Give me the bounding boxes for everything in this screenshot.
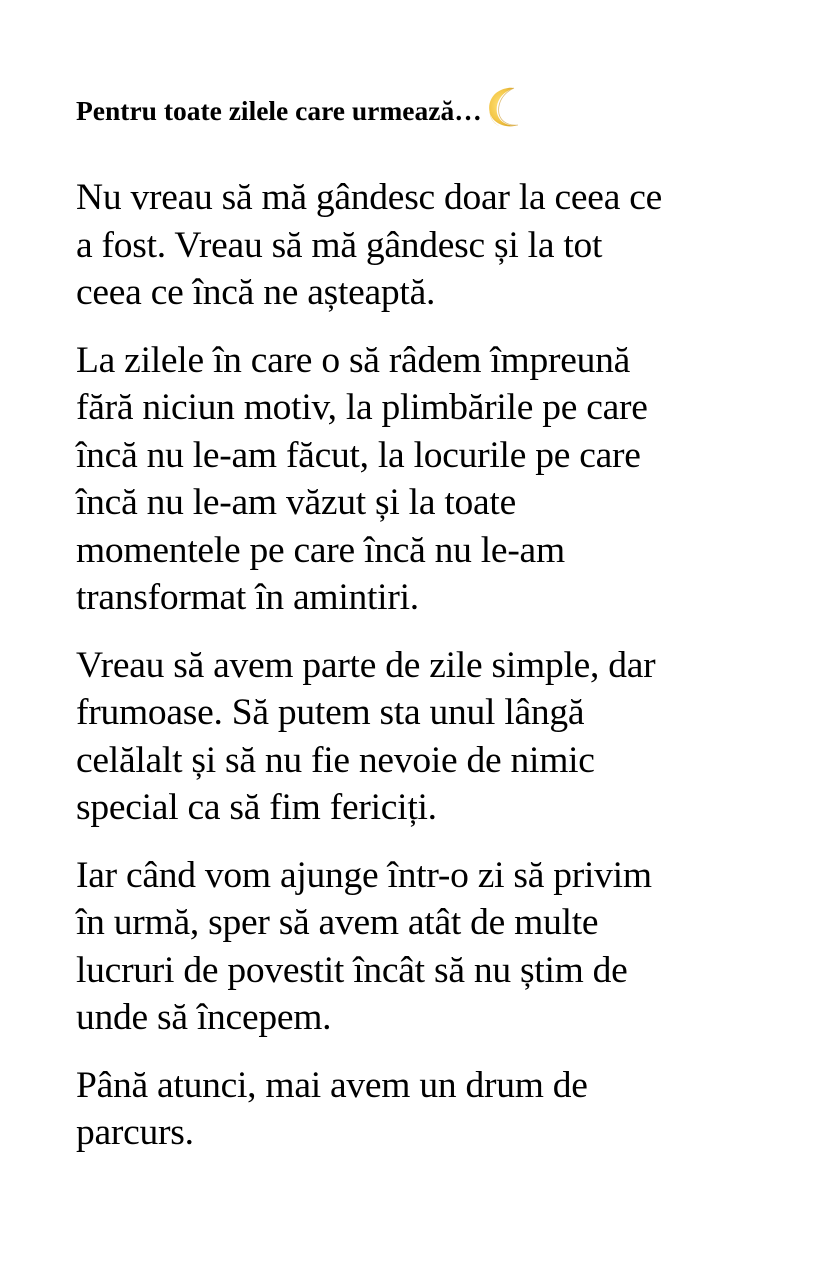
paragraph-3 — [76, 642, 776, 832]
paragraph-line: Iar când vom ajunge într-o zi să privim — [76, 854, 652, 896]
document-title — [76, 84, 776, 140]
paragraph-4 — [76, 852, 776, 1042]
paragraph-line: frumoase. Să putem sta unul lângă — [76, 692, 585, 733]
paragraph-line: fără niciun motiv, la plimbările pe care — [76, 387, 648, 428]
paragraph-line: încă nu le-am văzut și la toate — [76, 482, 516, 523]
paragraph-1 — [76, 174, 776, 317]
paragraph-line: Nu vreau să mă gândesc doar la ceea ce — [76, 177, 662, 218]
paragraph-line: special ca să fim fericiți. — [76, 787, 437, 828]
paragraph-line: încă nu le-am făcut, la locurile pe care — [76, 434, 641, 476]
crescent-moon-icon — [484, 84, 528, 140]
paragraph-line: La zilele în care o să râdem împreună — [76, 339, 631, 381]
paragraph-5 — [76, 1062, 776, 1157]
paragraph-line: în urmă, sper să avem atât de multe — [76, 902, 599, 943]
paragraph-line: ceea ce încă ne așteaptă. — [76, 272, 436, 313]
paragraph-2 — [76, 337, 776, 622]
paragraph-line: transformat în amintiri. — [76, 577, 419, 618]
paragraph-line: momentele pe care încă nu le-am — [76, 529, 565, 571]
paragraph-line: a fost. Vreau să mă gândesc și la tot — [76, 224, 603, 266]
paragraph-line: lucruri de povestit încât să nu știm de — [76, 949, 628, 991]
paragraph-line: parcurs. — [76, 1112, 194, 1153]
paragraph-line: celălalt și să nu fie nevoie de nimic — [76, 739, 595, 781]
paragraph-line: Până atunci, mai avem un drum de — [76, 1064, 588, 1106]
paragraph-line: Vreau să avem parte de zile simple, dar — [76, 644, 656, 686]
paragraph-line: unde să începem. — [76, 997, 332, 1038]
document-page — [76, 84, 776, 1177]
title-text: Pentru toate zilele care urmează… — [76, 95, 482, 126]
